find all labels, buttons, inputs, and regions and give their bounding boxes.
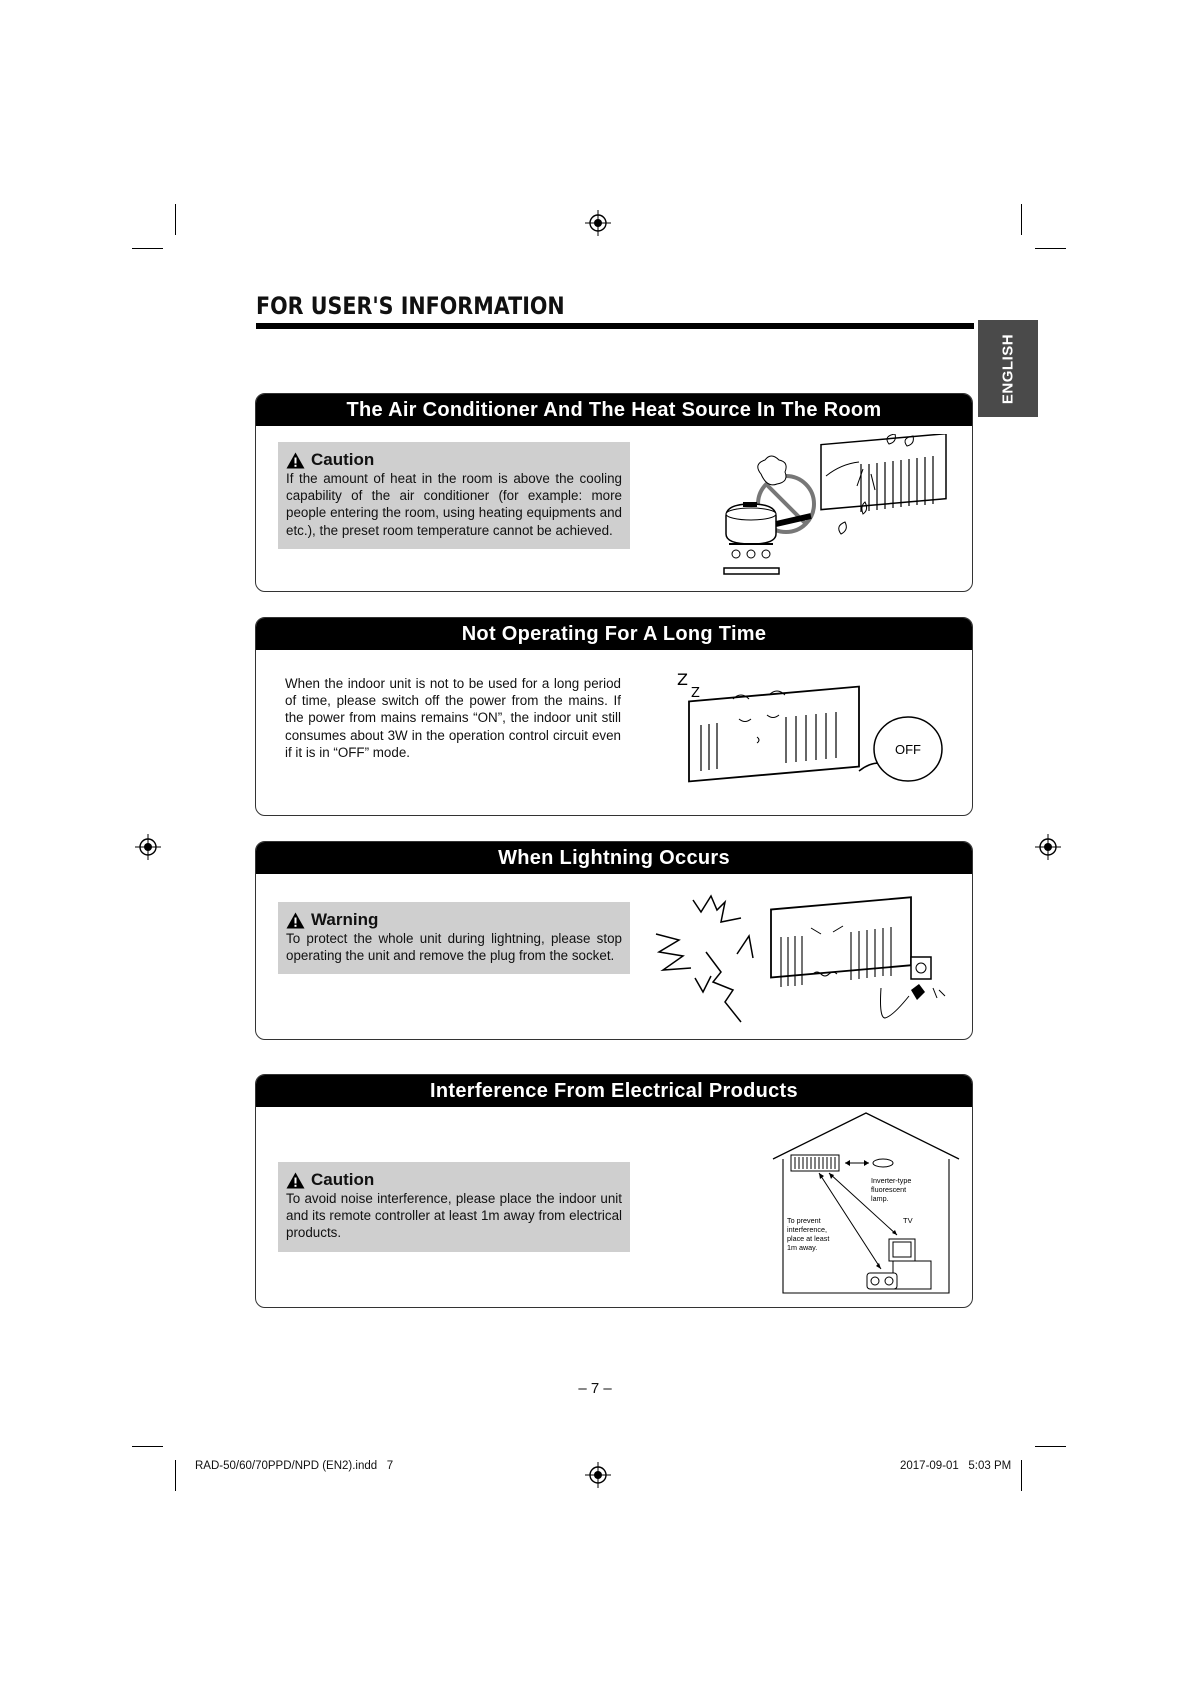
warning-box: [278, 902, 630, 974]
note-line2: interference,: [787, 1225, 827, 1234]
footer-filename: RAD-50/60/70PPD/NPD (EN2).indd 7: [195, 1460, 394, 1472]
sleeping-unit-illustration: [671, 663, 961, 788]
section-header: Not Operating For A Long Time: [256, 618, 972, 650]
notice-label: Caution: [311, 1170, 375, 1189]
lightning-illustration: [651, 892, 961, 1032]
warning-triangle-icon: [286, 1172, 305, 1189]
registration-mark-icon: [585, 210, 611, 236]
section-text: When the indoor unit is not to be used for a long period of time, please switch off the power from the mains. If the power from mains remains “ON”, the indoor unit still consumes about 3W in the operation control circuit even if it is in “OFF” mode.: [285, 676, 621, 760]
crop-mark: [1035, 248, 1066, 249]
caution-box: [278, 442, 630, 549]
note-line3: place at least: [787, 1234, 830, 1243]
notice-text: To protect the whole unit during lightning, please stop operating the unit and remove the plug from the socket.: [286, 931, 622, 964]
svg-text:Z: Z: [677, 670, 688, 689]
heat-source-illustration: [691, 434, 961, 579]
language-tab-label: ENGLISH: [999, 333, 1017, 404]
lamp-label-line3: lamp.: [871, 1194, 889, 1203]
section-header: When Lightning Occurs: [256, 842, 972, 874]
house-distance-diagram: [771, 1111, 961, 1299]
svg-text:Z: Z: [691, 686, 700, 701]
page-number: – 7 –: [578, 1380, 612, 1397]
registration-mark-icon: [135, 834, 161, 860]
crop-mark: [1021, 1460, 1022, 1491]
page-title: FOR USER'S INFORMATION: [256, 292, 565, 320]
notice-label: Warning: [311, 910, 379, 929]
crop-mark: [1021, 204, 1022, 235]
section-heat-source: [255, 393, 973, 592]
section-interference: [255, 1074, 973, 1308]
warning-triangle-icon: [286, 912, 305, 929]
note-line1: To prevent: [787, 1216, 821, 1225]
language-tab: [978, 320, 1038, 417]
notice-text: If the amount of heat in the room is above the cooling capability of the air conditioner (for example: more people entering the room, using heating equipments and etc.), the preset room temperature cannot be achieved.: [286, 471, 622, 538]
registration-mark-icon: [585, 1462, 611, 1488]
lamp-label-line1: Inverter-type: [871, 1176, 912, 1185]
section-long-time: [255, 617, 973, 816]
section-lightning: [255, 841, 973, 1040]
registration-mark-icon: [1035, 834, 1061, 860]
crop-mark: [132, 248, 163, 249]
caution-box: [278, 1162, 630, 1252]
section-header: The Air Conditioner And The Heat Source In The Room: [256, 394, 972, 426]
warning-triangle-icon: [286, 452, 305, 469]
crop-mark: [132, 1446, 163, 1447]
note-line4: 1m away.: [787, 1243, 818, 1252]
section-header: Interference From Electrical Products: [256, 1075, 972, 1107]
crop-mark: [175, 1460, 176, 1491]
crop-mark: [175, 204, 176, 235]
crop-mark: [1035, 1446, 1066, 1447]
lamp-label-line2: fluorescent: [871, 1185, 907, 1194]
off-label: OFF: [895, 742, 921, 757]
footer-timestamp: 2017-09-01 5:03 PM: [900, 1460, 1012, 1472]
title-rule: [256, 323, 974, 329]
notice-text: To avoid noise interference, please place the indoor unit and its remote controller at least 1m away from electrical products.: [286, 1191, 622, 1241]
notice-label: Caution: [311, 450, 375, 469]
tv-label: TV: [903, 1216, 913, 1225]
